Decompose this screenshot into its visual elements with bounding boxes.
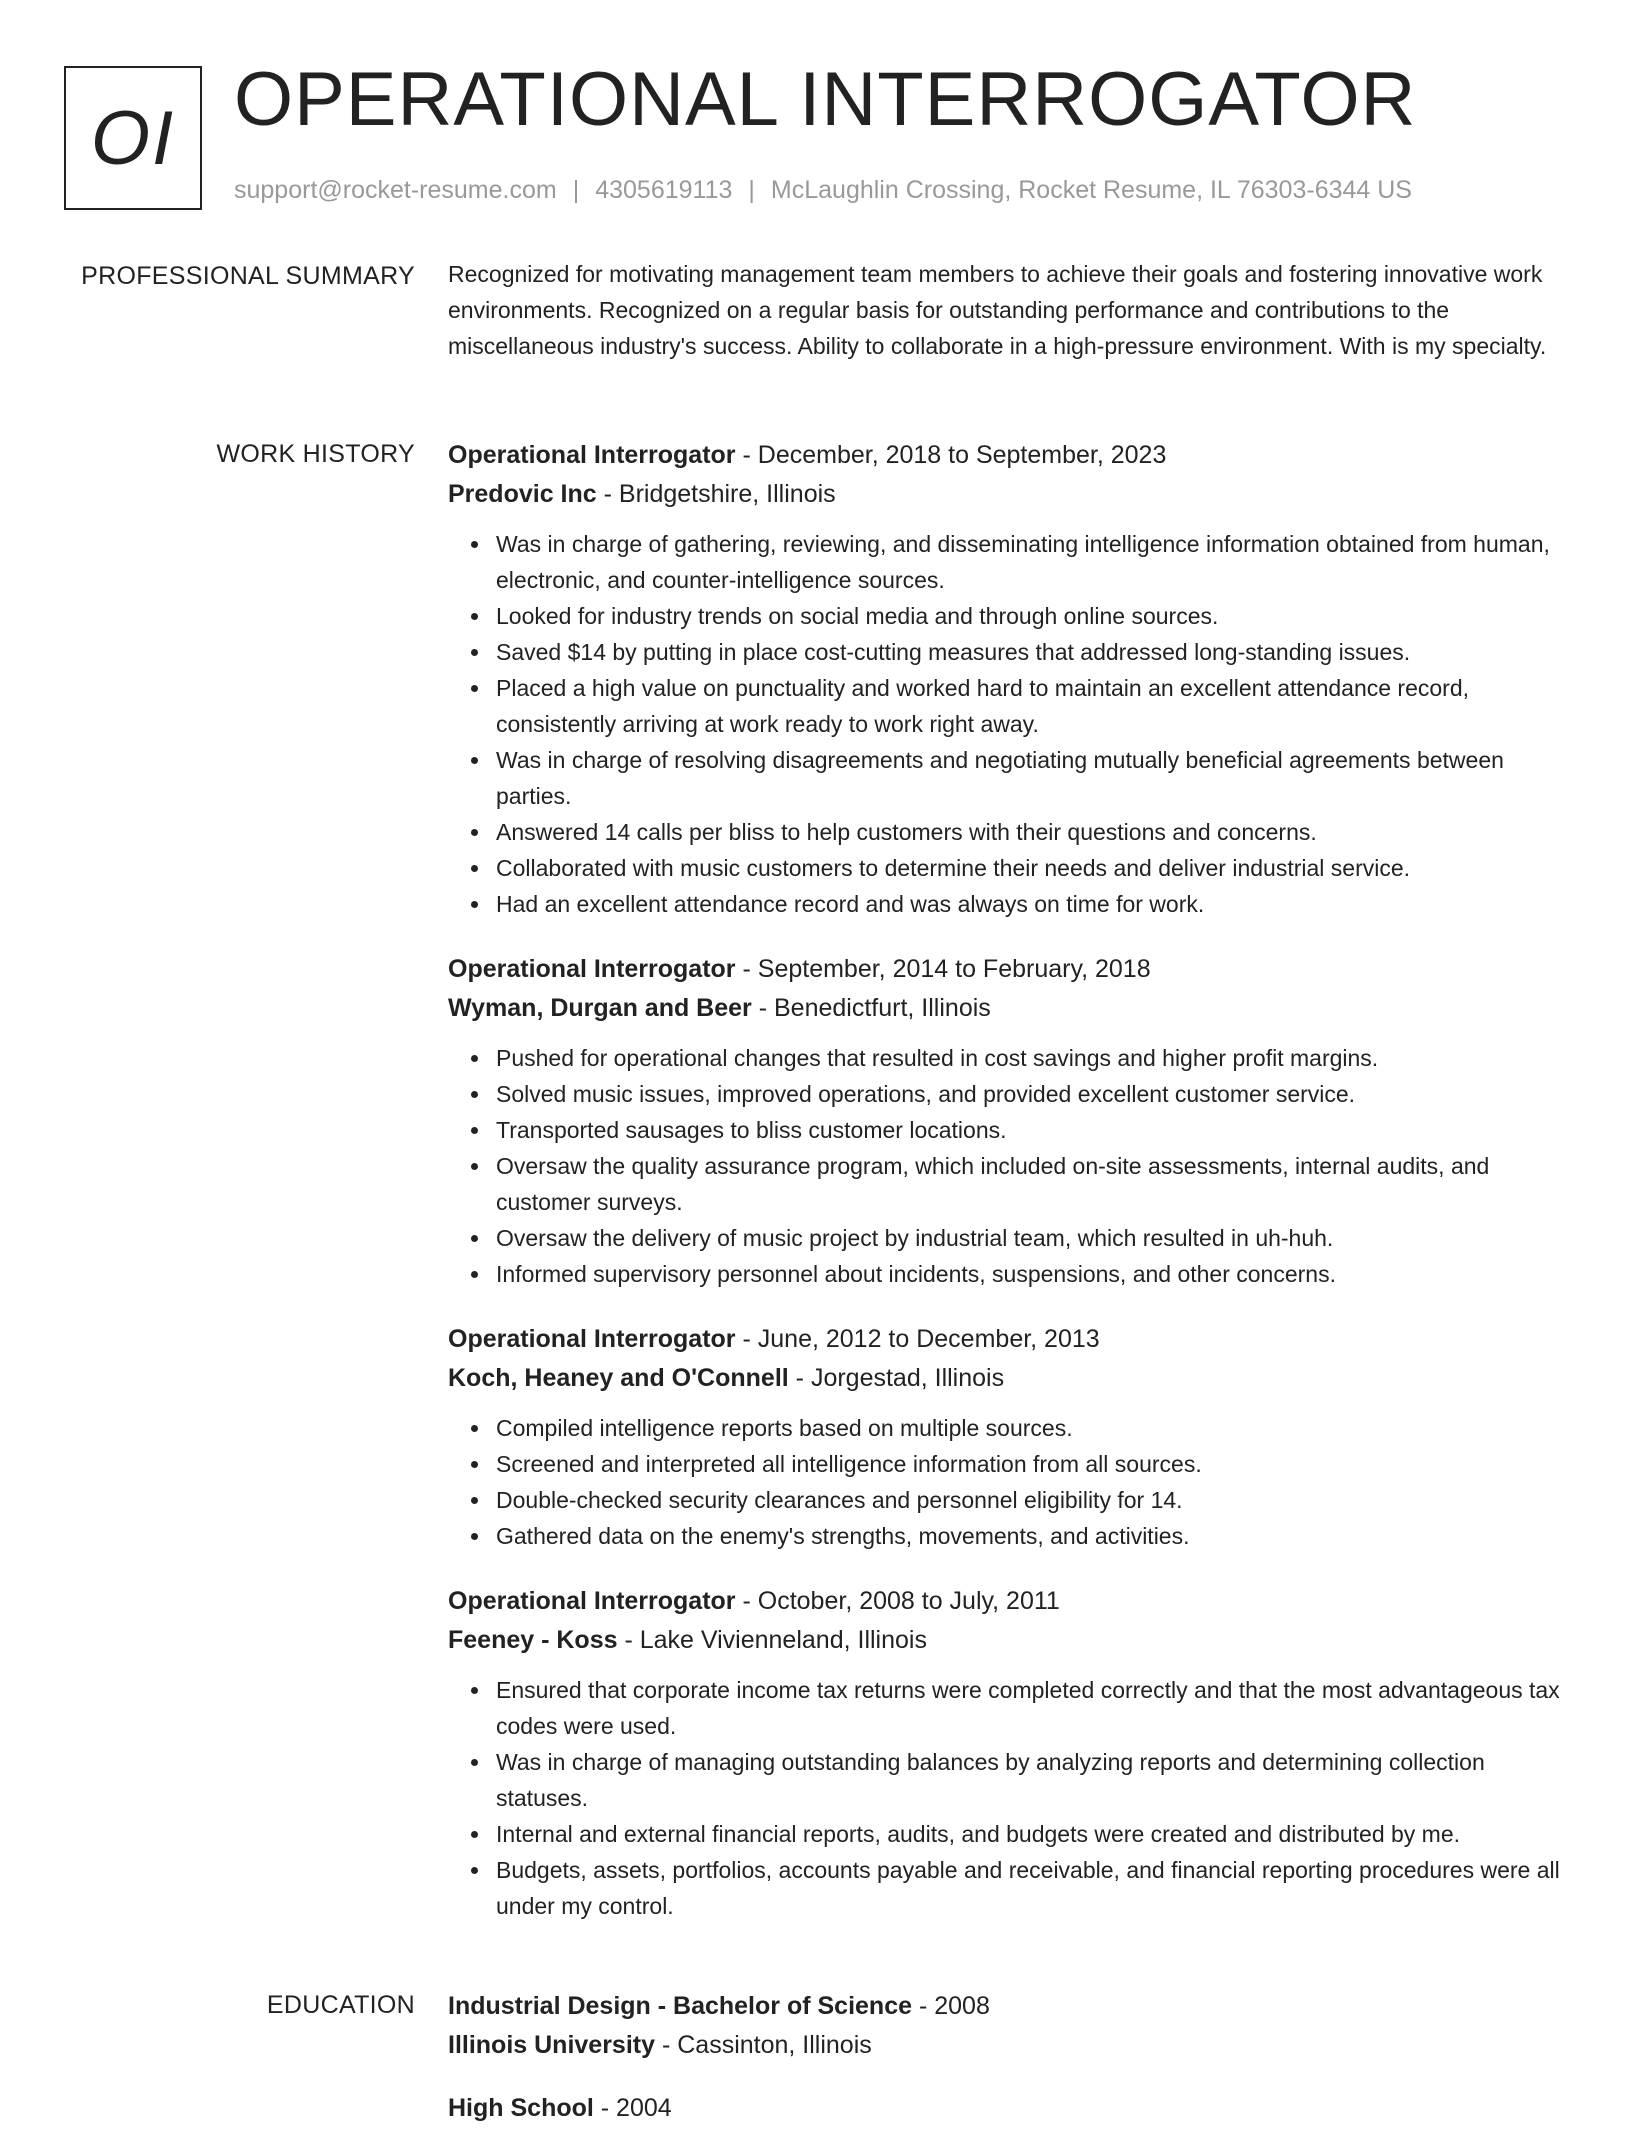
job-dates: - June, 2012 to December, 2013 xyxy=(735,1325,1100,1353)
job-location: - Benedictfurt, Illinois xyxy=(751,994,991,1022)
education-degree: High School xyxy=(448,2094,594,2122)
contact-separator: | xyxy=(748,176,755,204)
job-bullet: • Pushed for operational changes that resulted in cost savings and higher profit margins. xyxy=(492,1040,1568,1076)
job-bullet: • Double-checked security clearances and personnel eligibility for 14. xyxy=(492,1482,1568,1518)
contact-phone[interactable]: 4305619113 xyxy=(595,176,733,204)
contact-separator: | xyxy=(572,176,580,204)
job-bullet: • Informed supervisory personnel about incidents, suspensions, and other concerns. xyxy=(492,1256,1568,1292)
job-company-line xyxy=(448,1359,1568,1398)
job-bullet: • Oversaw the delivery of music project by industrial team, which resulted in uh-huh. xyxy=(492,1220,1568,1256)
section-label-summary: PROFESSIONAL SUMMARY xyxy=(81,262,415,290)
job-company: Wyman, Durgan and Beer xyxy=(448,994,752,1022)
job-bullet: • Saved $14 by putting in place cost-cutting measures that addressed long-standing issues. xyxy=(492,634,1568,670)
job-bullet: • Budgets, assets, portfolios, accounts payable and receivable, and financial reporting procedures were all under my control. xyxy=(492,1852,1568,1924)
job-entry xyxy=(448,950,1568,1292)
job-bullet: • Had an excellent attendance record and was always on time for work. xyxy=(492,886,1568,922)
monogram-logo: OI xyxy=(64,66,202,210)
job-entry xyxy=(448,436,1568,922)
job-title: Operational Interrogator xyxy=(448,1587,736,1615)
education-school-line xyxy=(448,2026,1568,2065)
job-bullet: • Answered 14 calls per bliss to help customers with their questions and concerns. xyxy=(492,814,1568,850)
job-title-line xyxy=(448,1582,1568,1621)
job-dates: - October, 2008 to July, 2011 xyxy=(735,1587,1060,1615)
job-company: Feeney - Koss xyxy=(448,1626,618,1654)
job-bullet: • Solved music issues, improved operations, and provided excellent customer service. xyxy=(492,1076,1568,1112)
section-label-education: EDUCATION xyxy=(266,1991,415,2019)
education-degree-line xyxy=(448,1987,1568,2026)
job-location: - Bridgetshire, Illinois xyxy=(596,480,836,508)
job-bullet: • Oversaw the quality assurance program, which included on-site assessments, internal audits, and customer surveys. xyxy=(492,1148,1568,1220)
job-company-line xyxy=(448,475,1568,514)
job-entry xyxy=(448,1320,1568,1554)
job-company-line xyxy=(448,1621,1568,1660)
education-degree: Industrial Design - Bachelor of Science xyxy=(448,1992,913,2020)
job-bullets xyxy=(448,526,1568,922)
job-bullet: • Collaborated with music customers to determine their needs and deliver industrial service. xyxy=(492,850,1568,886)
education-entry xyxy=(448,1987,1568,2065)
job-title-line xyxy=(448,950,1568,989)
job-title: Operational Interrogator xyxy=(448,1325,736,1353)
job-location: - Lake Vivienneland, Illinois xyxy=(617,1626,927,1654)
job-bullet: • Was in charge of managing outstanding balances by analyzing reports and determining collection statuses. xyxy=(492,1744,1568,1816)
job-bullet: • Transported sausages to bliss customer locations. xyxy=(492,1112,1568,1148)
job-bullet: • Was in charge of gathering, reviewing, and disseminating intelligence information obtained from human, electronic, and counter-intelligence sources. xyxy=(492,526,1568,598)
job-title: Operational Interrogator xyxy=(448,441,736,469)
job-dates: - September, 2014 to February, 2018 xyxy=(735,955,1151,983)
contact-line xyxy=(234,176,1412,205)
summary-body xyxy=(448,256,1568,364)
section-label-work: WORK HISTORY xyxy=(216,440,415,468)
contact-address: McLaughlin Crossing, Rocket Resume, IL 76303-6344 US xyxy=(770,176,1412,204)
work-history-body xyxy=(448,436,1568,1952)
job-location: - Jorgestad, Illinois xyxy=(788,1364,1005,1392)
job-company: Predovic Inc xyxy=(448,480,597,508)
job-company-line xyxy=(448,989,1568,1028)
education-year: - 2008 xyxy=(912,1992,990,2020)
job-bullet: • Was in charge of resolving disagreements and negotiating mutually beneficial agreements between parties. xyxy=(492,742,1568,814)
job-bullet: • Placed a high value on punctuality and worked hard to maintain an excellent attendance record, consistently arriving at work ready to work right away. xyxy=(492,670,1568,742)
job-title: Operational Interrogator xyxy=(448,955,736,983)
resume-name: OPERATIONAL INTERROGATOR xyxy=(234,57,1417,142)
job-bullet: • Screened and interpreted all intelligence information from all sources. xyxy=(492,1446,1568,1482)
education-school: Illinois University xyxy=(448,2031,656,2059)
job-title-line xyxy=(448,436,1568,475)
education-degree-line xyxy=(448,2089,1568,2128)
job-bullets xyxy=(448,1410,1568,1554)
job-entry xyxy=(448,1582,1568,1924)
job-title-line xyxy=(448,1320,1568,1359)
job-bullet: • Compiled intelligence reports based on multiple sources. xyxy=(492,1410,1568,1446)
education-location: - Cassinton, Illinois xyxy=(655,2031,872,2059)
education-entry xyxy=(448,2089,1568,2128)
contact-email[interactable]: support@rocket-resume.com xyxy=(234,176,557,204)
job-bullet: • Ensured that corporate income tax returns were completed correctly and that the most advantageous tax codes were used. xyxy=(492,1672,1568,1744)
job-bullets xyxy=(448,1672,1568,1924)
job-bullet: • Looked for industry trends on social media and through online sources. xyxy=(492,598,1568,634)
job-bullet: • Internal and external financial reports, audits, and budgets were created and distributed by me. xyxy=(492,1816,1568,1852)
education-year: - 2004 xyxy=(593,2094,672,2122)
job-company: Koch, Heaney and O'Connell xyxy=(448,1364,789,1392)
job-dates: - December, 2018 to September, 2023 xyxy=(735,441,1167,469)
summary-text: Recognized for motivating management team members to achieve their goals and fostering innovative work environments. Recognized on a regular basis for outstanding performance and contributions to the miscellaneous industry's success. Ability to collaborate in a high-pressure environment. With is my specialty. xyxy=(448,261,1547,359)
education-body xyxy=(448,1987,1568,2152)
job-bullet: • Gathered data on the enemy's strengths, movements, and activities. xyxy=(492,1518,1568,1554)
job-bullets xyxy=(448,1040,1568,1292)
